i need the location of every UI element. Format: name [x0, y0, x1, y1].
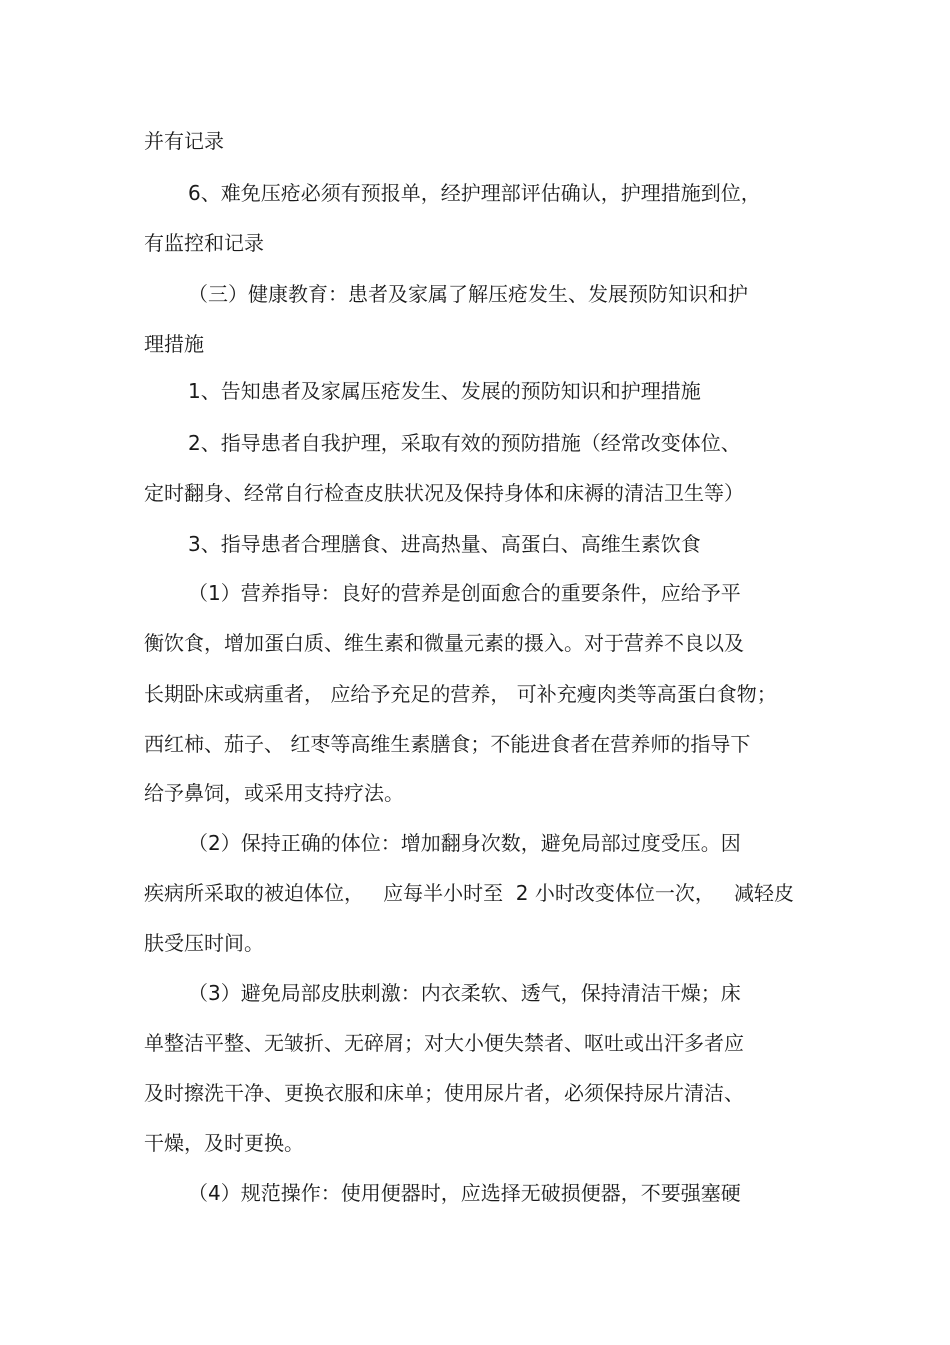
text-line-6: 1、告知患者及家属压疮发生、发展的预防知识和护理措施 [188, 379, 701, 403]
text-line-13: 西红柿、茄子、 红枣等高维生素膳食；不能进食者在营养师的指导下 [144, 732, 751, 756]
text-line-16: 疾病所采取的被迫体位， 应每半小时至 2 小时改变体位一次， 减轻皮 [144, 881, 794, 905]
text-line-2: 6、难免压疮必须有预报单，经护理部评估确认，护理措施到位， [188, 181, 761, 205]
text-line-21: 干燥，及时更换。 [144, 1131, 304, 1155]
text-line-8: 定时翻身、经常自行检查皮肤状况及保持身体和床褥的清洁卫生等） [144, 481, 744, 505]
text-line-9: 3、指导患者合理膳食、进高热量、高蛋白、高维生素饮食 [188, 532, 701, 556]
text-line-17: 肤受压时间。 [144, 931, 264, 955]
text-line-14: 给予鼻饲，或采用支持疗法。 [144, 781, 404, 805]
text-line-11: 衡饮食，增加蛋白质、维生素和微量元素的摄入。对于营养不良以及 [144, 631, 744, 655]
text-line-4: （三）健康教育：患者及家属了解压疮发生、发展预防知识和护 [188, 282, 748, 306]
text-line-19: 单整洁平整、无皱折、无碎屑；对大小便失禁者、呕吐或出汗多者应 [144, 1031, 744, 1055]
text-line-7: 2、指导患者自我护理，采取有效的预防措施（经常改变体位、 [188, 431, 741, 455]
text-line-1: 并有记录 [144, 129, 224, 153]
text-line-12: 长期卧床或病重者， 应给予充足的营养， 可补充瘦肉类等高蛋白食物； [144, 682, 777, 706]
text-line-5: 理措施 [144, 332, 204, 356]
text-line-3: 有监控和记录 [144, 231, 264, 255]
text-line-22: （4）规范操作：使用便器时，应选择无破损便器，不要强塞硬 [188, 1181, 741, 1205]
text-line-10: （1）营养指导：良好的营养是创面愈合的重要条件，应给予平 [188, 581, 741, 605]
text-line-15: （2）保持正确的体位：增加翻身次数，避免局部过度受压。因 [188, 831, 741, 855]
text-line-18: （3）避免局部皮肤刺激：内衣柔软、透气，保持清洁干燥；床 [188, 981, 741, 1005]
text-line-20: 及时擦洗干净、更换衣服和床单；使用尿片者，必须保持尿片清洁、 [144, 1081, 744, 1105]
